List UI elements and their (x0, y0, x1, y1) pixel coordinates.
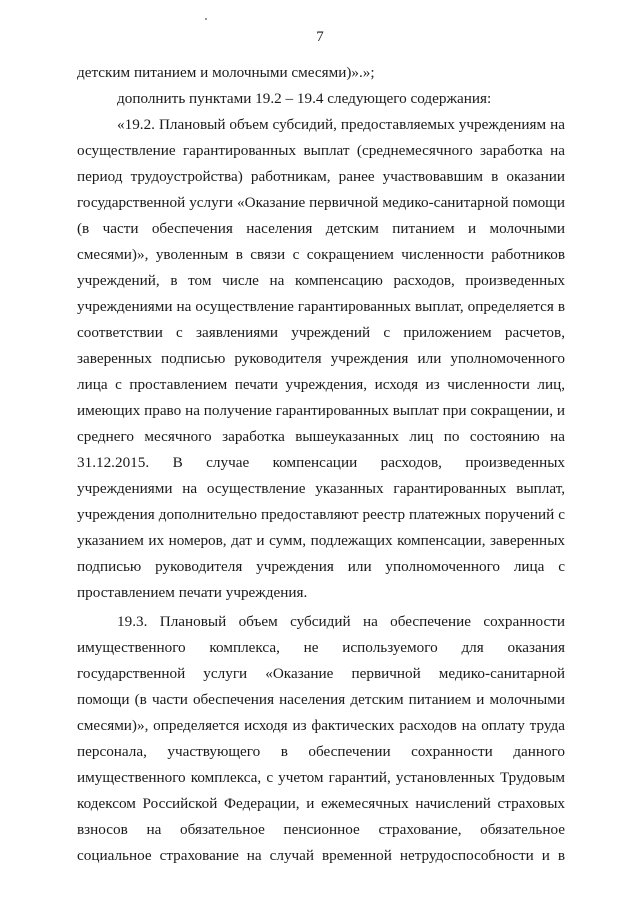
text-line: взносов на обязательное пенсионное страхование, обязательное (77, 821, 565, 838)
text-line: (в части обеспечения населения детским питанием и молочными (77, 220, 565, 237)
text-line: государственной услуги «Оказание первичной медико-санитарной помощи (77, 194, 565, 211)
text-line: лица с проставлением печати учреждения, исходя из численности лиц, (77, 376, 565, 393)
text-line: помощи (в части обеспечения населения детским питанием и молочными (77, 691, 565, 708)
text-line: период трудоустройства) работникам, ранее участвовавшим в оказании (77, 168, 565, 185)
text-line: имущественного комплекса, с учетом гарантий, установленных Трудовым (77, 769, 565, 786)
text-line: смесями)», уволенным в связи с сокращением численности работников (77, 246, 565, 263)
text-line: «19.2. Плановый объем субсидий, предоставляемых учреждениям на (117, 116, 565, 133)
text-line: смесями)», определяется исходя из фактических расходов на оплату труда (77, 717, 565, 734)
text-line: кодексом Российской Федерации, и ежемесячных начислений страховых (77, 795, 565, 812)
text-line: детским питанием и молочными смесями)».»; (77, 64, 375, 81)
text-line: учреждения дополнительно предоставляют реестр платежных поручений с (77, 506, 565, 523)
text-line: персонала, участвующего в обеспечении сохранности данного (77, 743, 565, 760)
text-line: государственной услуги «Оказание первичной медико-санитарной (77, 665, 565, 682)
text-line: социальное страхование на случай временной нетрудоспособности и в (77, 847, 565, 864)
page-number: 7 (316, 29, 324, 45)
text-line: подписью руководителя учреждения или уполномоченного лица с (77, 558, 565, 575)
text-line: проставлением печати учреждения. (77, 584, 308, 601)
text-line: осуществление гарантированных выплат (среднемесячного заработка на (77, 142, 565, 159)
text-line: соответствии с заявлениями учреждений с приложением расчетов, (77, 324, 565, 341)
text-line: учреждений, в том числе на компенсацию расходов, произведенных (77, 272, 565, 289)
text-line: заверенных подписью руководителя учреждения или уполномоченного (77, 350, 565, 367)
text-line: имеющих право на получение гарантированных выплат при сокращении, и (77, 402, 565, 419)
text-line: учреждениями на осуществление указанных гарантированных выплат, (77, 480, 565, 497)
text-line: среднего месячного заработка вышеуказанных лиц по состоянию на (77, 428, 565, 445)
text-line: указанием их номеров, дат и сумм, подлежащих компенсации, заверенных (77, 532, 565, 549)
text-line: 31.12.2015. В случае компенсации расходов, произведенных (77, 454, 565, 471)
body-text (77, 60, 565, 869)
text-line: учреждениями на осуществление гарантированных выплат, определяется в (77, 298, 565, 315)
scan-speck (205, 18, 207, 20)
text-line: имущественного комплекса, не используемого для оказания (77, 639, 565, 656)
text-line: 19.3. Плановый объем субсидий на обеспечение сохранности (117, 613, 565, 630)
text-line: дополнить пунктами 19.2 – 19.4 следующего содержания: (117, 90, 492, 107)
